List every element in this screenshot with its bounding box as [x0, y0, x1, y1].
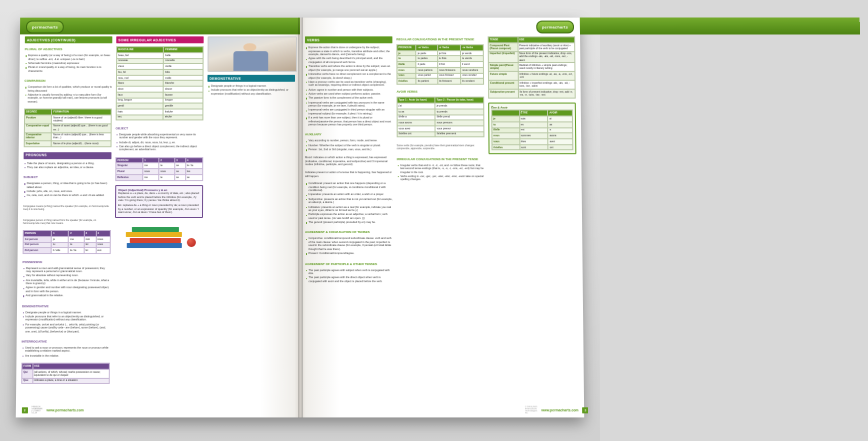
list-item: The passive form is the complement of the active verb.: [308, 97, 392, 100]
list-item: Transitive verbs and where the action is done by the subject; uses an object (for example, je mange une pomme/I eat an apple.): [308, 65, 392, 72]
table-cell: sec: [116, 115, 163, 121]
table-cell: toi: [84, 242, 96, 248]
list-item: If a verb has more than one subject, then it is plural or reflexive/passive-the person; that person has a direct object and must person because person has properly one third person.: [308, 116, 391, 127]
table-cell: 1st person: [23, 236, 51, 242]
table-cell: belle: [164, 53, 203, 59]
table-cell: ont: [548, 144, 573, 150]
adjectives-bullets-1: [25, 54, 113, 74]
regular-verbs-table: [396, 44, 484, 84]
table-cell: Future simple: [488, 72, 517, 81]
etre-avoir-title: Être & Avoir: [491, 105, 508, 110]
list-item: Intransitive verbs have no direct complement nor a complement to the object (for example, Je dors/I sleep.): [308, 72, 392, 80]
table-cell: Infinitive + imperfect endings -ais, -ais, -ait, -ions, -iez, -aient: [518, 80, 575, 89]
list-item: Number: Whether the subject of the verb is singular or plural.: [308, 144, 392, 147]
table-cell: gentille: [163, 103, 202, 109]
sub-demonstrative-pronouns: DEMONSTRATIVE: [22, 303, 49, 308]
table-cell: nous: [96, 236, 110, 242]
table-cell: il / elle: [51, 248, 68, 254]
table-cell: se: [185, 174, 202, 180]
apple-icon: [187, 238, 196, 247]
right-col-1: [305, 36, 394, 403]
table-cell: Imperfect (Imparfait): [488, 51, 517, 63]
table-cell: vieille: [164, 64, 203, 70]
list-item: Active verbs are used when subject performs action; passive.: [308, 93, 392, 96]
table-cell: nous vendons: [461, 67, 484, 73]
table-cell: te: [69, 242, 84, 248]
table-cell: tu finis: [437, 56, 460, 62]
list-item: Indicative: presents an action as a real (for example, indicate you real as your eyes, dit/am's no formed as he y.): [308, 205, 392, 213]
table-cell: vous: [159, 169, 175, 175]
table-cell: Ils form of present indicative, drop -ent, add -e, -es, -e, -ions, -iez, -ent: [518, 89, 575, 98]
table-cell: Name of aussi (adjectif) que... (there is as good as...): [52, 124, 111, 133]
table-cell: se: [175, 169, 186, 175]
table-cell: as: [548, 122, 573, 128]
brand-logo-right: permacharts: [536, 21, 574, 34]
list-item: Express the action that is done or undergone by the subject; expresses a state in which to verbs, transitive attribute and other; the example, danser/to dance, and (j'aime/to being).: [308, 46, 392, 56]
table-cell: Comparative inferior: [24, 132, 51, 141]
callout-line-1: Replaces a + a place, de, dans + a country of date, etc.; also placed before the verb and is placed before the infinitive (for example, J'y vais / I'm going there; Il y pense / He thinks about it).: [118, 192, 200, 203]
subject-note-2: Conjugates person or thing named from the speaker (for example, on hommes/qu'elle mes) that now means.: [22, 218, 97, 225]
table-cell: folle: [164, 69, 203, 75]
table-cell: se: [175, 163, 186, 169]
col-degree: DEGREE: [25, 109, 52, 115]
list-item: Express a quality (or a way of being) of a noun (for example, un beau dîner); le suffixe -ent, -il et -uniquan (-ce is bad.): [28, 54, 112, 61]
list-item: Are invariable, le/la, while in either art is de (because: l'ennuie, what a there is grand p): [25, 278, 110, 286]
table-cell: je finis: [437, 50, 460, 56]
list-item: They can also replace an adjective, an idea, or a clause.: [27, 166, 111, 169]
table-cell: doux: [116, 86, 163, 92]
table-cell: Reflexive: [116, 174, 143, 180]
table-header: USE: [33, 363, 110, 369]
table-cell: avez: [548, 139, 573, 145]
table-cell: ai: [548, 116, 573, 122]
list-item: Agree in gender and number with noun designating possessed object, and in form with the person.: [25, 286, 110, 294]
table-cell: sèche: [163, 115, 202, 121]
demonstrative-bullets: [22, 311, 111, 335]
table-cell: Infinitive + future endings -ai, -as, -a, -ons, -ez, -ont: [518, 72, 575, 81]
list-item: Present: Conditional/compound/agree.: [309, 252, 394, 256]
brand-logo-left: permacharts: [26, 21, 64, 34]
table-cell: le / la: [69, 248, 84, 254]
callout-line-2: En: replaces de + a thing or noun preceded by de; a noun preceded by a number, or an expression of quantity (for example, J'en veux / I want some; J'en ai deux / I have two of them).: [118, 204, 199, 215]
book-spine: [298, 18, 303, 418]
section-irregular-adjectives: SOME IRREGULAR ADJECTIVES: [116, 36, 203, 43]
footer-note-left: FRENCH GRAMMAR | COMBO 01-18: [31, 406, 43, 415]
sub-interrogative-pronouns: INTERROGATIVE: [21, 339, 48, 344]
list-item: Used to ask a noun or pronoun; represents the noun or pronoun while establishing a relative marked aspect.: [25, 346, 109, 354]
table-cell: longue: [163, 98, 202, 104]
table-cell: blanc: [116, 81, 163, 87]
table-cell: me: [143, 174, 159, 180]
list-item: Subjunctive: presents an action that is not yet carried out (for example, an attempt, a desire.): [308, 197, 393, 205]
sub-agreement-conjugation: AGREEMENT & CONJUGATION OF TENSES: [305, 230, 370, 235]
student-photo: [208, 36, 298, 72]
table-header: 1: [52, 231, 69, 237]
table-cell: ils finissent: [438, 79, 461, 85]
table-cell: fraîche: [163, 109, 202, 115]
book-red: [130, 238, 181, 243]
subject-pronoun-bullets: [23, 182, 111, 198]
table-cell: Name of le plus (adjectif)... (there most): [52, 141, 111, 147]
table-cell: il finit: [437, 62, 460, 68]
table-cell: Superlative: [24, 141, 51, 147]
right-columns: [305, 36, 579, 403]
table-header: 2: [69, 231, 84, 237]
table-header: 1: [143, 157, 159, 163]
list-item: Vary for absolute without representing noun.: [26, 274, 111, 278]
table-cell: vieux: [117, 64, 164, 70]
list-item: And grammatical in the relative.: [26, 294, 111, 298]
right-col-2: [396, 36, 486, 403]
sub-plural-adjectives: PLURAL OF ADJECTIVES: [24, 47, 63, 52]
table-cell: Name of moins (adjectif) que... (there is less than...): [52, 132, 111, 141]
table-header: 4: [96, 231, 110, 237]
comparison-of-adjectives-table: [24, 109, 112, 148]
verbs-bullets: [305, 46, 393, 127]
table-cell: je parle: [416, 50, 437, 56]
list-item: Impersonal verbs are conjugated with two pronouns in the same person (for example, je me lave, il pleut/it rains).: [308, 101, 392, 108]
table-cell: je vends: [461, 50, 484, 56]
left-page: [16, 18, 300, 418]
table-cell: Que: [22, 378, 33, 384]
table-cell: frais: [116, 109, 163, 115]
table-header: 3: [84, 231, 96, 237]
possessive-bullets: [22, 267, 111, 299]
auxiliary-more-bullets: [305, 182, 393, 225]
table-cell: je prends: [435, 103, 484, 109]
table-cell: Singular: [116, 163, 143, 169]
list-item: Impersonal verbs are conjugated in third person singular with an impersonal subject (for example, il pleut / it is raining.): [308, 109, 392, 116]
table-header: Type 2 : Passer (to take, have): [435, 98, 484, 104]
sub-object-pronouns: OBJECT: [115, 126, 129, 131]
section-adjectives: ADJECTIVES (CONTINUED): [25, 36, 112, 43]
list-item: Designate people while absorbing experimental on very name its number and gender with the noun they represent.: [119, 133, 203, 140]
table-cell: me: [143, 163, 159, 169]
table-cell: faux: [116, 92, 163, 98]
table-cell: nous avons: [397, 120, 435, 126]
table-cell: tu: [492, 122, 520, 128]
table-header: -ir Verbs: [437, 45, 460, 51]
section-verbs: VERBS: [305, 36, 392, 43]
books-illustration: [115, 221, 203, 249]
table-cell: Name of un (adjectif) libre / there is a good student): [52, 115, 111, 124]
book-yellow: [125, 232, 181, 237]
table-cell: vous: [96, 242, 110, 248]
table-cell: je: [51, 236, 68, 242]
table-cell: vous vendez: [461, 73, 484, 79]
table-cell: blanche: [164, 81, 203, 87]
table-cell: les: [185, 169, 202, 175]
interrogative-table: [21, 363, 110, 384]
table-cell: suis: [519, 116, 548, 122]
table-header: USE: [518, 37, 575, 43]
table-cell: Radical of infinitive + simple past endings; used mostly in literary writing: [518, 63, 575, 72]
table-cell: se: [175, 174, 186, 180]
list-item: Comparison de form a lot of qualities, which produce or moral quality is being discussed: [27, 85, 112, 93]
table-header: PERSON: [116, 157, 143, 163]
table-cell: tu: [397, 56, 416, 62]
table-cell: Compound Past (Passé composé): [488, 42, 517, 51]
table-cell: lui: [84, 248, 96, 254]
list-item: Vary according to number, person, form, mode, and tense.: [308, 140, 392, 143]
table-cell: nous finissons: [438, 67, 461, 73]
website-url-right[interactable]: www.permacharts.com: [541, 408, 579, 413]
table-cell: Comparative equal: [24, 124, 51, 133]
list-item: Include pronouns that refer to an object/entity as distinguished, or expression (modification) without any classification.: [25, 315, 110, 322]
copyright-right: © 2013-2015 Permacharts Technologies Inc.: [524, 406, 538, 415]
table-cell: je: [492, 116, 520, 122]
booklet: [16, 18, 587, 418]
list-item: The past participle agrees with the direct object when verb is conjugated with avoir and the object is placed before the verb.: [309, 276, 394, 283]
table-cell: nouvelle: [164, 58, 203, 64]
table-cell: j'ai: [397, 103, 435, 109]
table-cell: Positive: [24, 115, 51, 124]
sub-participle-agreement: AGREEMENT OF PARTICIPLE & OTHER TENSES: [305, 261, 378, 266]
table-cell: vous: [397, 73, 416, 79]
list-item: Imperative: presents an action with an order, a wish or a prayer.: [308, 193, 392, 196]
table-cell: ils/elles prennent: [435, 131, 484, 137]
table-header: ÊTRE: [519, 110, 548, 116]
pronouns-bullets: [23, 162, 111, 171]
table-cell: il/elle: [397, 62, 416, 68]
object-pronoun-table: [115, 157, 203, 181]
sub-comparison: COMPARISON: [24, 78, 46, 83]
irregular-present-bullets: [397, 164, 485, 183]
table-cell: il/elle: [492, 127, 520, 133]
conjugation-bullets: [305, 237, 393, 256]
table-cell: il/elle a: [397, 114, 435, 120]
right-col-3: [488, 36, 579, 403]
table-cell: il vend: [461, 62, 484, 68]
sub-subject-pronouns: SUBJECT: [23, 175, 38, 180]
table-cell: nous: [143, 169, 159, 175]
list-item: Irregular verbs that end in -ir, -ir, -oir, and -re follow these roots; that last second tense endings (that is, -s, -s, -t, -ons, -ez, -ent) but may be irregular in the root.: [400, 163, 484, 174]
avoir-note: Some verbs (for example, prendre) have their grammatical stem changes: comprendre, apprendre, surprendre.: [396, 144, 475, 151]
list-item: Adjective is usually formed by adding -s to masculine form (for example, un homme grand/p tall man), use lesions pronouns (a tall woman).: [28, 94, 112, 104]
object-pronoun-bullets: [115, 133, 203, 153]
list-item: Designates a person, thing, or idea that is going to be (or has been) talked about.: [27, 182, 111, 189]
list-item: Conditional: present an action that one happens (depending on a condition being met (for example, si conditions /conditional 2 with conditional).: [308, 182, 392, 192]
sub-irregular-present: IRREGULAR CONJUGATIONS IN THE PRESENT TENSE: [396, 156, 479, 161]
list-item: Active: agree in number and person with their subjects.: [308, 88, 392, 91]
list-item: For example, ce/cet and ce/celui (... celui-là, cela) pointing (or possessing) cause (and/by cela-- are (before), some (before), (and, one, one), (d'/ce/fa), (before/ce) or (that part).: [25, 323, 110, 334]
mood-text: Mood: indicates on which action a thing is expressed, has expressed (indicative, conditional, imperative, and subjunctive) and 3 impersonal modes (infinitive, participle, and gerund).: [304, 156, 388, 167]
sub-possessive-pronouns: POSSESSIVE: [22, 259, 43, 264]
list-item: Plural or moral quality or a way of being, its main function is to characterize: [28, 66, 112, 73]
auxiliary-bullets: [305, 140, 393, 153]
table-header: -re Verbs: [460, 45, 483, 51]
table-cell: (all actions, of which, whose) marks possession or cause; equivalent to de qui or duquel: [32, 369, 109, 378]
table-cell: il/elle prend: [435, 114, 484, 120]
table-cell: vous finissez: [438, 73, 461, 79]
left-col-2: [114, 36, 204, 403]
table-cell: Qui: [22, 369, 33, 378]
adjectives-bullets-2: [24, 86, 112, 105]
col-formation: FORMATION: [52, 109, 111, 115]
table-cell: mou, mol: [116, 75, 163, 81]
table-cell: Simple past (Passé simple): [488, 63, 517, 72]
irregular-adjectives-table: [116, 46, 204, 120]
table-cell: ils vendent: [461, 79, 484, 85]
right-top-bar: [580, 18, 860, 35]
tense-formation-table: [488, 36, 576, 98]
table-cell: nous prenons: [435, 120, 484, 126]
list-item: Are invariable in the relative.: [25, 354, 110, 358]
photo-head: [244, 43, 256, 50]
table-cell: Present indicative of auxiliary (avoir or être) + past participle of the verb to be conjugated: [518, 42, 575, 51]
table-cell: est: [519, 127, 548, 133]
table-cell: tu vends: [461, 56, 484, 62]
website-url-left[interactable]: www.permacharts.com: [46, 408, 84, 413]
list-item: Take the place of nouns, designating a person or a thing.: [27, 162, 111, 165]
table-cell: vous: [492, 139, 520, 145]
table-cell: tu prends: [435, 109, 484, 115]
table-cell: a: [548, 127, 573, 133]
right-page: [300, 18, 587, 418]
table-cell: vous prenez: [435, 126, 484, 132]
table-cell: ils parlent: [416, 79, 437, 85]
table-header: MASCULINE: [117, 47, 164, 53]
sub-avoir-verbs: AVOIR VERBS: [396, 90, 418, 95]
etre-avoir-box: [488, 103, 576, 155]
table-cell: fou, fol: [117, 69, 164, 75]
table-header: FEMININE: [164, 47, 203, 53]
table-cell: gentil: [116, 103, 163, 109]
list-item: Participle expresses the action as an adjective; a verbal form; verb used or past tense. (Je vais lundi/I am open. ()): [308, 213, 393, 220]
callout-title: Object (Adjectival) Pronouns y & en: [118, 187, 168, 192]
overflow-bullets: [207, 85, 295, 97]
list-item: The past participle agrees with subject when verb is conjugated with être.: [309, 269, 394, 276]
table-cell: molle: [164, 75, 203, 81]
table-cell: ils/elles: [492, 144, 520, 150]
table-cell: le / la: [185, 163, 202, 169]
table-cell: tu: [51, 242, 68, 248]
table-cell: sommes: [519, 133, 548, 139]
table-cell: ils/elles: [397, 79, 416, 85]
table-header: AVOIR: [548, 110, 573, 116]
list-item: Include di, adjust, dir, nous, vous, lui, leur, y, en.: [119, 141, 203, 144]
list-item: The gerund (present participle) preceded by en) may be.: [309, 221, 394, 224]
interrogative-bullets: [21, 347, 110, 359]
table-header: PERSON: [23, 231, 51, 237]
avoir-prendre-table: [397, 97, 485, 138]
table-cell: tu parles: [416, 56, 437, 62]
table-header: Type 1 : Avoir (to have): [397, 98, 435, 104]
table-cell: moi: [84, 236, 96, 242]
subject-note-1: Conjugates means (a thing) named the speaker (for example, on hommes/qu'elle mes) it is now being.: [23, 205, 109, 212]
book-green: [132, 227, 180, 232]
object-pronoun-callout: [115, 185, 203, 218]
participle-bullets: [305, 269, 393, 285]
table-header: TENSE: [488, 37, 517, 43]
table-cell: vous parlez: [416, 73, 437, 79]
list-item: Can also go before a direct object complement, the indirect object complement, an adverbial term.: [119, 145, 203, 152]
table-cell: êtes: [520, 139, 549, 145]
list-item: Include: je/tu, elle, on, nous, and vous.: [27, 190, 111, 193]
section-pronouns: PRONOUNS: [24, 152, 112, 159]
subject-pronoun-table: [23, 230, 111, 254]
table-cell: 2nd person: [23, 242, 51, 248]
table-cell: ils/elles ont: [397, 131, 435, 137]
left-col-3: [206, 36, 295, 403]
table-header: 2: [159, 157, 175, 163]
table-cell: je: [397, 50, 416, 56]
table-cell: tu as: [397, 109, 435, 115]
list-item: Agree with the verb being described it's principal word, and the conjugation of all compound verb forms.: [308, 58, 392, 65]
table-cell: indicates a place, a time or a situation: [32, 378, 109, 384]
list-item: Person: 1st, 2nd or 3rd (singular, man, vous, and ils.): [308, 148, 392, 151]
sub-auxiliary: AUXILIARY: [304, 132, 322, 137]
page-number-right: 3: [583, 407, 589, 413]
table-cell: nous: [397, 67, 416, 73]
list-item: Schematic feminine (masculine) expresses:: [28, 62, 112, 65]
left-col-1: [21, 36, 112, 403]
table-header: 3: [175, 157, 186, 163]
table-cell: long, longue: [116, 98, 163, 104]
table-cell: fausse: [164, 92, 203, 98]
table-cell: te: [159, 174, 175, 180]
table-cell: Nous form of the present indicative, drop -ons, add the endings -ais, -ais, -ait, -ions, -iez, -aient: [518, 51, 575, 63]
list-item: Designate people or things in a logical manner.: [25, 311, 110, 315]
table-cell: es: [519, 122, 548, 128]
list-item: Ce, cela, ceci, and on can be there to which -e and -ilt are added.: [27, 194, 111, 197]
table-cell: me: [69, 236, 84, 242]
list-item: Designate people or things in a logical manner.: [211, 85, 295, 88]
table-cell: beau, bel: [117, 53, 164, 59]
table-cell: nous: [492, 133, 520, 139]
table-header: 4: [185, 157, 202, 163]
list-item: Verbs ending in -cer, -ger, -yer, -eter, -eler, -érer, -evoir take on special spelling changes.: [400, 175, 484, 182]
table-cell: nous parlons: [416, 67, 437, 73]
table-header: -er Verbs: [416, 45, 437, 51]
table-cell: Plural: [116, 169, 143, 175]
etre-avoir-table: [491, 110, 573, 151]
table-cell: Subjunctive present: [489, 89, 518, 98]
section-adverbs: DEMONSTRATIVE: [207, 75, 295, 82]
table-header: FORM: [23, 364, 32, 368]
photo-body: [233, 51, 268, 71]
table-cell: 3rd person: [23, 248, 51, 254]
list-item: Have a pronoun verbs can be used as transitive verbs (changing), such as lavant/go, requiring direct or indirect object complement.: [308, 81, 392, 88]
table-cell: eux: [96, 248, 110, 254]
book-blue: [127, 243, 182, 248]
list-item: Conjunctive: conditional/compound subordinate clause: verb and verb of the main clause: when second conjugated in the past; imperfect is used in the subordinate clause (for example, Il pensait qu'il était là/He thought that he was there).: [308, 237, 392, 251]
tense-text: Indicates present or action of a tense that is happening, has happened or will happen.: [304, 171, 392, 178]
table-header: PRONOUN: [397, 45, 416, 51]
left-columns: [21, 36, 295, 403]
list-item: Represent a noun and add grammatical sense of possession; they may represent a personal or grammatical noun.: [26, 267, 111, 274]
table-cell: avons: [548, 133, 573, 139]
table-cell: te: [159, 163, 175, 169]
table-cell: il parle: [416, 62, 437, 68]
page-number-left: 2: [22, 407, 28, 413]
list-item: Include pronouns that refer to an object/entity as distinguished, or expression (modification) without any classification.: [211, 89, 295, 96]
table-cell: sont: [520, 144, 549, 150]
table-cell: nouveau: [117, 58, 164, 64]
table-cell: vous avez: [397, 126, 435, 132]
table-cell: douce: [164, 86, 203, 92]
sub-regular-conjugations: REGULAR CONJUGATIONS IN THE PRESENT TENSE: [396, 37, 475, 42]
table-cell: Conditional present: [489, 80, 518, 89]
